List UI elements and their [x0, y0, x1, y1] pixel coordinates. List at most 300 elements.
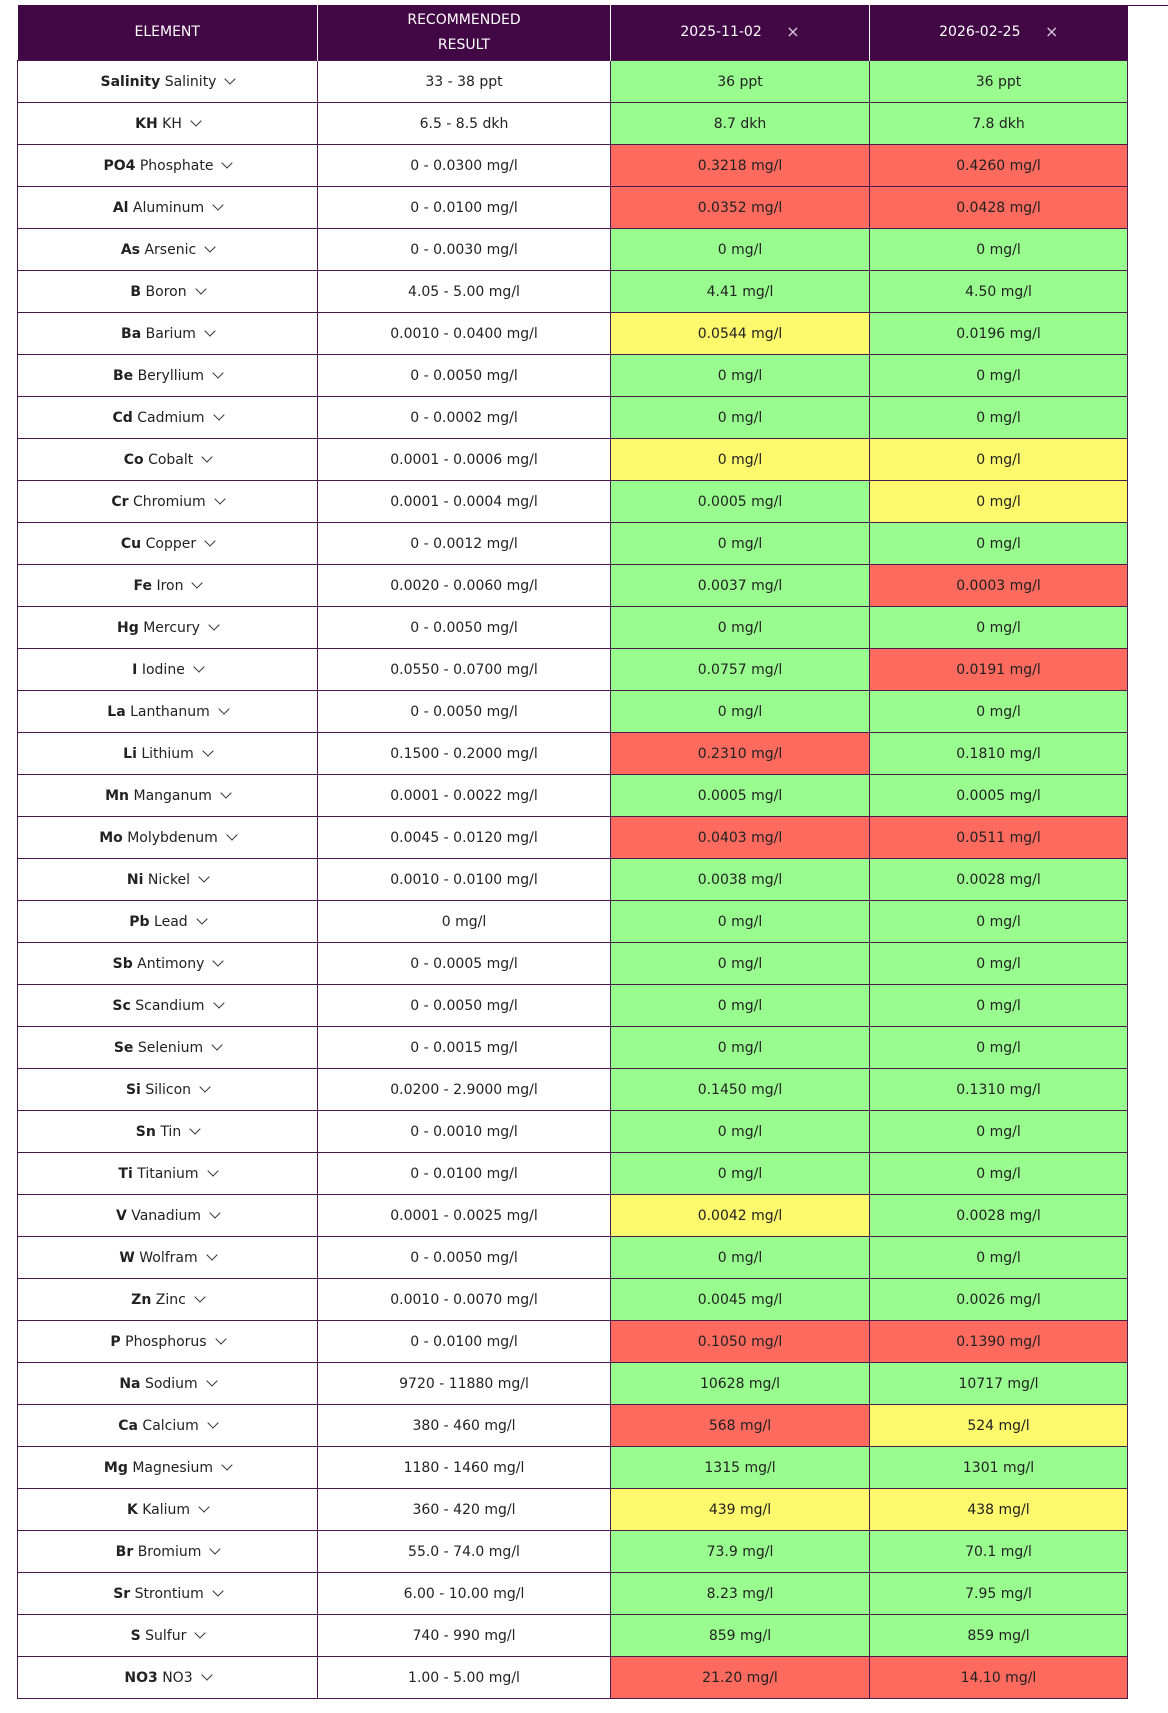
chevron-down-icon[interactable] — [226, 829, 237, 840]
chevron-down-icon[interactable] — [194, 1291, 205, 1302]
element-name: Molybdenum — [127, 829, 218, 846]
result-cell-date-2: 0.0005 mg/l — [870, 775, 1128, 817]
table-row — [18, 271, 1128, 313]
table-row — [18, 1531, 1128, 1573]
element-cell[interactable] — [18, 313, 318, 355]
chevron-down-icon[interactable] — [211, 1039, 222, 1050]
chevron-down-icon[interactable] — [212, 1585, 223, 1596]
element-symbol: Ca — [118, 1417, 138, 1434]
chevron-down-icon[interactable] — [213, 955, 224, 966]
element-cell[interactable] — [18, 943, 318, 985]
element-symbol: PO4 — [103, 157, 136, 174]
element-name: Sodium — [144, 1375, 198, 1392]
element-name: Nickel — [147, 871, 191, 888]
element-cell[interactable] — [18, 523, 318, 565]
result-cell-date-1: 0 mg/l — [611, 1111, 870, 1153]
chevron-down-icon[interactable] — [213, 997, 224, 1008]
result-cell-date-1: 0.0042 mg/l — [611, 1195, 870, 1237]
chevron-down-icon[interactable] — [222, 157, 233, 168]
element-name: Boron — [145, 283, 187, 300]
element-name: Aluminum — [132, 199, 205, 216]
table-row — [18, 607, 1128, 649]
results-table — [17, 5, 1128, 1699]
table-row — [18, 145, 1128, 187]
column-header-date-2 — [870, 5, 1128, 61]
chevron-down-icon[interactable] — [218, 703, 229, 714]
chevron-down-icon[interactable] — [198, 1501, 209, 1512]
element-cell[interactable] — [18, 901, 318, 943]
column-header-recommended-label — [407, 8, 520, 58]
recommended-range-cell: 33 - 38 ppt — [318, 61, 611, 103]
result-cell-date-2: 0 mg/l — [870, 439, 1128, 481]
result-cell-date-2: 36 ppt — [870, 61, 1128, 103]
result-cell-date-1: 0.3218 mg/l — [611, 145, 870, 187]
result-cell-date-2: 7.8 dkh — [870, 103, 1128, 145]
recommended-range-cell: 0 - 0.0050 mg/l — [318, 355, 611, 397]
result-cell-date-2: 0.0511 mg/l — [870, 817, 1128, 859]
result-cell-date-2: 0.0026 mg/l — [870, 1279, 1128, 1321]
chevron-down-icon[interactable] — [196, 913, 207, 924]
result-cell-date-1: 0.0037 mg/l — [611, 565, 870, 607]
result-cell-date-1: 0.0757 mg/l — [611, 649, 870, 691]
element-symbol: Br — [115, 1543, 134, 1560]
chevron-down-icon[interactable] — [215, 1333, 226, 1344]
result-cell-date-1: 568 mg/l — [611, 1405, 870, 1447]
element-symbol: Sr — [113, 1585, 131, 1602]
result-cell-date-1: 0.0544 mg/l — [611, 313, 870, 355]
element-cell[interactable] — [18, 691, 318, 733]
result-cell-date-2: 0.1390 mg/l — [870, 1321, 1128, 1363]
result-cell-date-2: 438 mg/l — [870, 1489, 1128, 1531]
element-symbol: K — [126, 1501, 138, 1518]
result-cell-date-2: 1301 mg/l — [870, 1447, 1128, 1489]
result-cell-date-1: 0 mg/l — [611, 607, 870, 649]
element-cell[interactable] — [18, 985, 318, 1027]
chevron-down-icon[interactable] — [190, 115, 201, 126]
result-cell-date-2: 0 mg/l — [870, 1027, 1128, 1069]
recommended-range-cell: 0.0045 - 0.0120 mg/l — [318, 817, 611, 859]
result-cell-date-1: 0.1050 mg/l — [611, 1321, 870, 1363]
result-cell-date-2: 70.1 mg/l — [870, 1531, 1128, 1573]
result-cell-date-2: 0.4260 mg/l — [870, 145, 1128, 187]
element-cell[interactable] — [18, 649, 318, 691]
element-name: Arsenic — [144, 241, 197, 258]
result-cell-date-2: 0.1810 mg/l — [870, 733, 1128, 775]
recommended-range-cell: 55.0 - 74.0 mg/l — [318, 1531, 611, 1573]
result-cell-date-1: 21.20 mg/l — [611, 1657, 870, 1699]
result-cell-date-1: 0 mg/l — [611, 943, 870, 985]
element-name: Cobalt — [148, 451, 194, 468]
result-cell-date-1: 439 mg/l — [611, 1489, 870, 1531]
element-symbol: I — [132, 661, 138, 678]
element-cell[interactable] — [18, 859, 318, 901]
table-row — [18, 103, 1128, 145]
recommended-range-cell: 0 - 0.0100 mg/l — [318, 1153, 611, 1195]
element-name: Silicon — [145, 1081, 192, 1098]
element-name: Cadmium — [137, 409, 205, 426]
chevron-down-icon[interactable] — [209, 1207, 220, 1218]
recommended-range-cell: 0.0010 - 0.0070 mg/l — [318, 1279, 611, 1321]
result-cell-date-2: 0 mg/l — [870, 355, 1128, 397]
chevron-down-icon[interactable] — [201, 1669, 212, 1680]
element-symbol: Hg — [117, 619, 139, 636]
result-cell-date-2: 0 mg/l — [870, 229, 1128, 271]
chevron-down-icon[interactable] — [192, 577, 203, 588]
element-name: Salinity — [164, 73, 217, 90]
chevron-down-icon[interactable] — [208, 619, 219, 630]
recommended-range-cell: 0.0200 - 2.9000 mg/l — [318, 1069, 611, 1111]
element-symbol: Co — [123, 451, 144, 468]
result-cell-date-1: 0.0403 mg/l — [611, 817, 870, 859]
element-cell[interactable] — [18, 1321, 318, 1363]
element-symbol: La — [107, 703, 126, 720]
element-symbol: Be — [112, 367, 134, 384]
result-cell-date-2: 14.10 mg/l — [870, 1657, 1128, 1699]
recommended-range-cell: 360 - 420 mg/l — [318, 1489, 611, 1531]
element-cell[interactable] — [18, 355, 318, 397]
element-name: Chromium — [132, 493, 206, 510]
element-name: Bromium — [137, 1543, 202, 1560]
result-cell-date-2: 0.0028 mg/l — [870, 859, 1128, 901]
element-symbol: Cu — [120, 535, 142, 552]
recommended-range-cell: 0 - 0.0050 mg/l — [318, 1237, 611, 1279]
element-name: Titanium — [137, 1165, 199, 1182]
element-name: Lead — [154, 913, 188, 930]
remove-date-1-close-icon[interactable]: × — [786, 22, 800, 41]
result-cell-date-1: 8.23 mg/l — [611, 1573, 870, 1615]
element-cell[interactable] — [18, 1657, 318, 1699]
table-row — [18, 61, 1128, 103]
table-row — [18, 1615, 1128, 1657]
result-cell-date-2: 0.0196 mg/l — [870, 313, 1128, 355]
table-row — [18, 1279, 1128, 1321]
chevron-down-icon[interactable] — [210, 1543, 221, 1554]
element-name: Magnesium — [132, 1459, 214, 1476]
result-cell-date-1: 4.41 mg/l — [611, 271, 870, 313]
element-symbol: Fe — [133, 577, 153, 594]
chevron-down-icon[interactable] — [220, 787, 231, 798]
element-cell[interactable] — [18, 187, 318, 229]
element-symbol: Sb — [112, 955, 133, 972]
column-header-recommended — [318, 5, 611, 61]
result-cell-date-2: 0 mg/l — [870, 901, 1128, 943]
recommended-range-cell: 0 - 0.0300 mg/l — [318, 145, 611, 187]
result-cell-date-2: 0 mg/l — [870, 481, 1128, 523]
table-row — [18, 817, 1128, 859]
element-cell[interactable] — [18, 1027, 318, 1069]
result-cell-date-1: 0.2310 mg/l — [611, 733, 870, 775]
element-symbol: Ni — [126, 871, 144, 888]
element-symbol: Si — [125, 1081, 141, 1098]
element-symbol: Li — [123, 745, 137, 762]
element-symbol: Mo — [99, 829, 123, 846]
result-cell-date-2: 0.0003 mg/l — [870, 565, 1128, 607]
remove-date-2-close-icon[interactable]: × — [1044, 22, 1059, 41]
result-cell-date-2: 0 mg/l — [870, 607, 1128, 649]
element-symbol: Ba — [121, 325, 142, 342]
table-row — [18, 775, 1128, 817]
recommended-range-cell: 0.1500 - 0.2000 mg/l — [318, 733, 611, 775]
result-cell-date-1: 0.0352 mg/l — [611, 187, 870, 229]
result-cell-date-2: 0 mg/l — [870, 397, 1128, 439]
recommended-range-cell: 0.0001 - 0.0006 mg/l — [318, 439, 611, 481]
chevron-down-icon[interactable] — [213, 409, 224, 420]
element-symbol: Sc — [112, 997, 131, 1014]
element-name: KH — [162, 115, 182, 132]
recommended-range-cell: 0 - 0.0002 mg/l — [318, 397, 611, 439]
table-row — [18, 943, 1128, 985]
recommended-range-cell: 0.0550 - 0.0700 mg/l — [318, 649, 611, 691]
element-name: Iodine — [141, 661, 185, 678]
element-name: Phosphate — [139, 157, 214, 174]
table-row — [18, 1153, 1128, 1195]
element-cell[interactable] — [18, 1447, 318, 1489]
chevron-down-icon[interactable] — [221, 1459, 232, 1470]
element-cell[interactable] — [18, 397, 318, 439]
element-cell[interactable] — [18, 733, 318, 775]
element-cell[interactable] — [18, 271, 318, 313]
table-row — [18, 649, 1128, 691]
table-row — [18, 901, 1128, 943]
element-cell[interactable] — [18, 1405, 318, 1447]
recommended-range-cell: 0 mg/l — [318, 901, 611, 943]
element-name: Wolfram — [139, 1249, 198, 1266]
chevron-down-icon[interactable] — [202, 451, 213, 462]
element-symbol: Zn — [131, 1291, 152, 1308]
table-row — [18, 1237, 1128, 1279]
element-symbol: NO3 — [124, 1669, 158, 1686]
table-row — [18, 1069, 1128, 1111]
chevron-down-icon[interactable] — [206, 1375, 217, 1386]
recommended-range-cell: 0 - 0.0015 mg/l — [318, 1027, 611, 1069]
recommended-range-cell: 0.0010 - 0.0100 mg/l — [318, 859, 611, 901]
recommended-range-cell: 0 - 0.0050 mg/l — [318, 985, 611, 1027]
element-cell[interactable] — [18, 61, 318, 103]
element-cell[interactable] — [18, 481, 318, 523]
chevron-down-icon[interactable] — [206, 1249, 217, 1260]
element-name: Selenium — [137, 1039, 204, 1056]
result-cell-date-2: 0.0028 mg/l — [870, 1195, 1128, 1237]
result-cell-date-1: 36 ppt — [611, 61, 870, 103]
result-cell-date-1: 0 mg/l — [611, 397, 870, 439]
result-cell-date-1: 1315 mg/l — [611, 1447, 870, 1489]
element-symbol: Mg — [103, 1459, 128, 1476]
element-cell[interactable] — [18, 1153, 318, 1195]
chevron-down-icon[interactable] — [204, 241, 215, 252]
table-row — [18, 1573, 1128, 1615]
result-cell-date-1: 0 mg/l — [611, 691, 870, 733]
result-cell-date-2: 0.1310 mg/l — [870, 1069, 1128, 1111]
recommended-range-cell: 0 - 0.0010 mg/l — [318, 1111, 611, 1153]
element-name: Iron — [156, 577, 184, 594]
result-cell-date-2: 4.50 mg/l — [870, 271, 1128, 313]
result-cell-date-2: 0.0191 mg/l — [870, 649, 1128, 691]
result-cell-date-2: 0 mg/l — [870, 1153, 1128, 1195]
recommended-range-cell: 6.00 - 10.00 mg/l — [318, 1573, 611, 1615]
chevron-down-icon[interactable] — [204, 325, 215, 336]
chevron-down-icon[interactable] — [225, 73, 236, 84]
table-row — [18, 565, 1128, 607]
element-name: Vanadium — [131, 1207, 202, 1224]
element-name: Lithium — [141, 745, 194, 762]
element-name: Manganum — [133, 787, 212, 804]
recommended-range-cell: 0.0010 - 0.0400 mg/l — [318, 313, 611, 355]
element-cell[interactable] — [18, 1069, 318, 1111]
element-symbol: B — [130, 283, 142, 300]
table-row — [18, 313, 1128, 355]
result-cell-date-1: 0.0038 mg/l — [611, 859, 870, 901]
recommended-range-cell: 1.00 - 5.00 mg/l — [318, 1657, 611, 1699]
result-cell-date-2: 524 mg/l — [870, 1405, 1128, 1447]
table-row — [18, 859, 1128, 901]
chevron-down-icon[interactable] — [202, 745, 213, 756]
result-cell-date-2: 0 mg/l — [870, 943, 1128, 985]
result-cell-date-1: 0.0005 mg/l — [611, 775, 870, 817]
element-symbol: Cr — [111, 493, 129, 510]
result-cell-date-1: 8.7 dkh — [611, 103, 870, 145]
element-symbol: KH — [135, 115, 158, 132]
result-cell-date-1: 0.0005 mg/l — [611, 481, 870, 523]
element-symbol: Sn — [135, 1123, 156, 1140]
chevron-down-icon[interactable] — [207, 1417, 218, 1428]
element-symbol: Se — [113, 1039, 134, 1056]
table-header — [18, 5, 1128, 61]
element-name: Zinc — [155, 1291, 186, 1308]
chevron-down-icon[interactable] — [195, 283, 206, 294]
element-name: Kalium — [142, 1501, 191, 1518]
table-row — [18, 397, 1128, 439]
table-row — [18, 1657, 1128, 1699]
element-cell[interactable] — [18, 817, 318, 859]
table-row — [18, 187, 1128, 229]
table-row — [18, 355, 1128, 397]
element-cell[interactable] — [18, 775, 318, 817]
table-row — [18, 439, 1128, 481]
table-row — [18, 1195, 1128, 1237]
element-cell[interactable] — [18, 439, 318, 481]
recommended-line-1: RECOMMENDED — [407, 11, 521, 28]
element-name: Lanthanum — [130, 703, 210, 720]
table-row — [18, 1405, 1128, 1447]
recommended-range-cell: 0 - 0.0050 mg/l — [318, 607, 611, 649]
recommended-range-cell: 4.05 - 5.00 mg/l — [318, 271, 611, 313]
table-row — [18, 481, 1128, 523]
chevron-down-icon[interactable] — [199, 1081, 210, 1092]
element-symbol: V — [115, 1207, 127, 1224]
result-cell-date-1: 0 mg/l — [611, 901, 870, 943]
element-cell[interactable] — [18, 1573, 318, 1615]
chevron-down-icon[interactable] — [207, 1165, 218, 1176]
element-cell[interactable] — [18, 1111, 318, 1153]
element-cell[interactable] — [18, 1363, 318, 1405]
chevron-down-icon[interactable] — [204, 535, 215, 546]
result-cell-date-1: 0 mg/l — [611, 1153, 870, 1195]
table-row — [18, 1321, 1128, 1363]
chevron-down-icon[interactable] — [213, 199, 224, 210]
recommended-range-cell: 9720 - 11880 mg/l — [318, 1363, 611, 1405]
element-cell[interactable] — [18, 103, 318, 145]
result-cell-date-1: 0 mg/l — [611, 1237, 870, 1279]
result-cell-date-2: 7.95 mg/l — [870, 1573, 1128, 1615]
element-symbol: Al — [112, 199, 129, 216]
element-cell[interactable] — [18, 1489, 318, 1531]
element-name: Phosphorus — [125, 1333, 207, 1350]
recommended-range-cell: 0 - 0.0005 mg/l — [318, 943, 611, 985]
result-cell-date-2: 0 mg/l — [870, 1111, 1128, 1153]
element-name: NO3 — [162, 1669, 193, 1686]
recommended-range-cell: 0.0001 - 0.0022 mg/l — [318, 775, 611, 817]
element-cell[interactable] — [18, 1195, 318, 1237]
chevron-down-icon[interactable] — [212, 367, 223, 378]
element-symbol: S — [130, 1627, 141, 1644]
table-row — [18, 229, 1128, 271]
header-divider-line — [1127, 5, 1168, 6]
element-symbol: Na — [119, 1375, 141, 1392]
result-cell-date-2: 0 mg/l — [870, 985, 1128, 1027]
recommended-range-cell: 740 - 990 mg/l — [318, 1615, 611, 1657]
element-cell[interactable] — [18, 565, 318, 607]
result-cell-date-1: 0.0045 mg/l — [611, 1279, 870, 1321]
element-symbol: P — [110, 1333, 121, 1350]
table-row — [18, 1111, 1128, 1153]
result-cell-date-1: 0 mg/l — [611, 229, 870, 271]
element-name: Scandium — [135, 997, 205, 1014]
chevron-down-icon[interactable] — [193, 661, 204, 672]
result-cell-date-2: 859 mg/l — [870, 1615, 1128, 1657]
result-cell-date-2: 0 mg/l — [870, 1237, 1128, 1279]
result-cell-date-1: 0 mg/l — [611, 1027, 870, 1069]
chevron-down-icon[interactable] — [195, 1627, 206, 1638]
result-cell-date-1: 10628 mg/l — [611, 1363, 870, 1405]
column-header-element — [18, 5, 318, 61]
element-name: Tin — [160, 1123, 182, 1140]
result-cell-date-2: 10717 mg/l — [870, 1363, 1128, 1405]
element-cell[interactable] — [18, 1615, 318, 1657]
result-cell-date-1: 0 mg/l — [611, 523, 870, 565]
element-symbol: Salinity — [100, 73, 161, 90]
recommended-range-cell: 0 - 0.0030 mg/l — [318, 229, 611, 271]
element-cell[interactable] — [18, 607, 318, 649]
table-row — [18, 985, 1128, 1027]
element-name: Mercury — [143, 619, 200, 636]
element-name: Antimony — [137, 955, 205, 972]
result-cell-date-2: 0 mg/l — [870, 691, 1128, 733]
result-cell-date-1: 0 mg/l — [611, 355, 870, 397]
date-2-label: 2026-02-25 — [939, 24, 1021, 40]
result-cell-date-1: 73.9 mg/l — [611, 1531, 870, 1573]
element-cell[interactable] — [18, 229, 318, 271]
table-row — [18, 691, 1128, 733]
element-symbol: Cd — [112, 409, 133, 426]
chevron-down-icon[interactable] — [214, 493, 225, 504]
chevron-down-icon[interactable] — [198, 871, 209, 882]
table-row — [18, 1027, 1128, 1069]
element-cell[interactable] — [18, 145, 318, 187]
element-symbol: W — [119, 1249, 135, 1266]
recommended-range-cell: 0.0020 - 0.0060 mg/l — [318, 565, 611, 607]
element-name: Beryllium — [137, 367, 205, 384]
chevron-down-icon[interactable] — [190, 1123, 201, 1134]
element-cell[interactable] — [18, 1237, 318, 1279]
element-cell[interactable] — [18, 1531, 318, 1573]
result-cell-date-1: 0 mg/l — [611, 439, 870, 481]
recommended-range-cell: 0 - 0.0100 mg/l — [318, 1321, 611, 1363]
element-symbol: Ti — [118, 1165, 133, 1182]
recommended-range-cell: 0.0001 - 0.0025 mg/l — [318, 1195, 611, 1237]
element-cell[interactable] — [18, 1279, 318, 1321]
table-row — [18, 1447, 1128, 1489]
element-name: Strontium — [134, 1585, 204, 1602]
